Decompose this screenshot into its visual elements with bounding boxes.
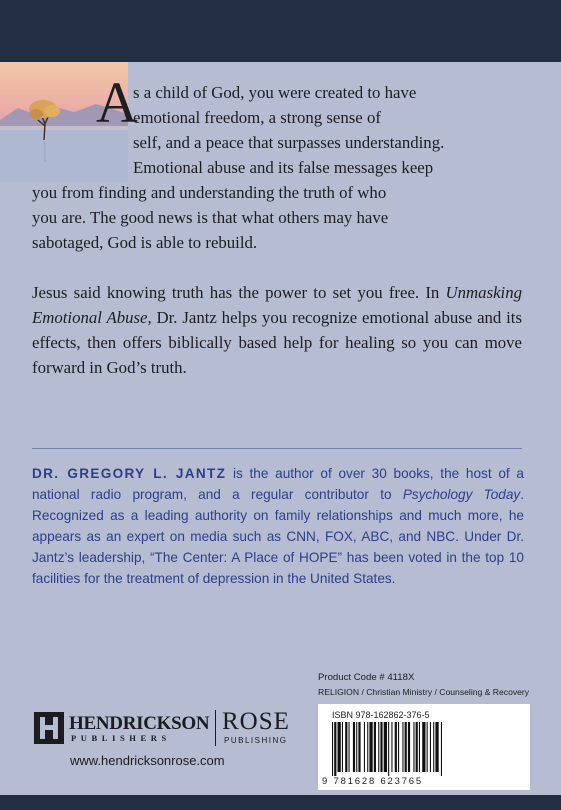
barcode-bar: [353, 722, 355, 772]
blurb-paragraph-1: [133, 80, 522, 180]
barcode-bar: [395, 722, 397, 772]
barcode-bar: [380, 722, 382, 772]
top-band: [0, 0, 561, 62]
barcode-bar: [427, 722, 428, 772]
product-code: Product Code # 4118X: [318, 672, 415, 683]
barcode-bar: [422, 722, 425, 772]
barcode-bar: [398, 722, 399, 772]
author-name: DR. GREGORY L. JANTZ: [32, 466, 227, 481]
barcode-bar: [416, 722, 418, 772]
hendrickson-logo-text: HENDRICKSON: [69, 713, 210, 734]
barcode-bar: [391, 722, 392, 772]
blurb-line: emotional freedom, a strong sense of: [133, 108, 381, 127]
barcode-bar: [435, 722, 438, 772]
blurb-line: you are. The good news is that what others may have: [32, 208, 389, 227]
rose-publishing-text: PUBLISHING: [224, 736, 288, 745]
barcode-bar: [358, 722, 360, 772]
barcode-bar: [364, 722, 365, 772]
barcode-bar: [356, 722, 357, 772]
blurb-line: you from finding and understanding the truth of who: [32, 183, 387, 202]
barcode-bar: [369, 722, 372, 772]
hendrickson-publishers-text: PUBLISHERS: [71, 733, 171, 743]
blurb-line: self, and a peace that surpasses understanding.: [133, 133, 445, 152]
barcode-bar: [338, 722, 341, 772]
barcode-bars: [332, 722, 518, 776]
barcode-bar: [332, 722, 333, 776]
category-label: RELIGION / Christian Ministry / Counseling & Recovery: [318, 687, 530, 697]
barcode-box: [318, 704, 530, 790]
bio-text: . Recognized as a leading authority on family relationships and much more, he appears as an expert on media such as CNN, FOX, ABC, and NBC. Under Dr. Jantz’s leadership, “The Center: A Place of HOPE” has been voted in the top 10 facilities for the treatment of depression in the United States.: [32, 487, 525, 586]
bio-text: is the author of over 30 books, the host of a national radio program, and a regular contributor to: [32, 466, 524, 502]
blurb-paragraph-1-continued: [32, 180, 522, 255]
publisher-website[interactable]: www.hendricksonrose.com: [70, 753, 225, 768]
barcode-bar: [384, 722, 387, 772]
bottom-band: [0, 795, 561, 810]
blurb-paragraph-2: [32, 280, 522, 380]
barcode-block: [318, 672, 538, 787]
blurb-line: Emotional abuse and its false messages keep: [133, 158, 434, 177]
barcode-bar: [419, 722, 420, 772]
section-divider: [32, 448, 522, 449]
barcode-bar: [408, 722, 410, 772]
isbn-label: ISBN 978-162862-376-5: [332, 710, 430, 720]
blurb-line: sabotaged, God is able to rebuild.: [32, 233, 258, 252]
barcode-bar: [349, 722, 350, 772]
barcode-bar: [334, 722, 336, 776]
blurb-text: , Dr. Jantz helps you recognize emotional abuse and its effects, then offers biblically based help for healing so you can move forward in God’s truth.: [32, 308, 522, 377]
book-title: Unmasking Emotional Abuse: [32, 283, 522, 327]
barcode-bar: [378, 722, 379, 772]
barcode-bar: [388, 722, 389, 776]
publisher-logos: [34, 708, 304, 748]
drop-cap: A: [96, 70, 138, 135]
barcode-bar: [430, 722, 431, 772]
barcode-bar: [405, 722, 407, 772]
barcode-bar: [342, 722, 343, 772]
hendrickson-h-icon: [34, 712, 64, 744]
blurb-text: Jesus said knowing truth has the power to set you free. In: [32, 283, 446, 302]
barcode-bar: [433, 722, 434, 772]
magazine-title: Psychology Today: [402, 487, 521, 502]
barcode-bar: [413, 722, 414, 772]
barcode-digits: 9 781628 623765: [322, 776, 423, 787]
barcode-bar: [367, 722, 368, 772]
author-bio: [32, 463, 524, 589]
rose-logo-text: ROSE: [222, 708, 290, 735]
barcode-bar: [402, 722, 403, 772]
barcode-bar: [345, 722, 347, 772]
logo-divider: [215, 710, 216, 746]
blurb-line: s a child of God, you were created to have: [133, 83, 417, 102]
barcode-bar: [374, 722, 376, 772]
barcode-bar: [441, 722, 442, 776]
